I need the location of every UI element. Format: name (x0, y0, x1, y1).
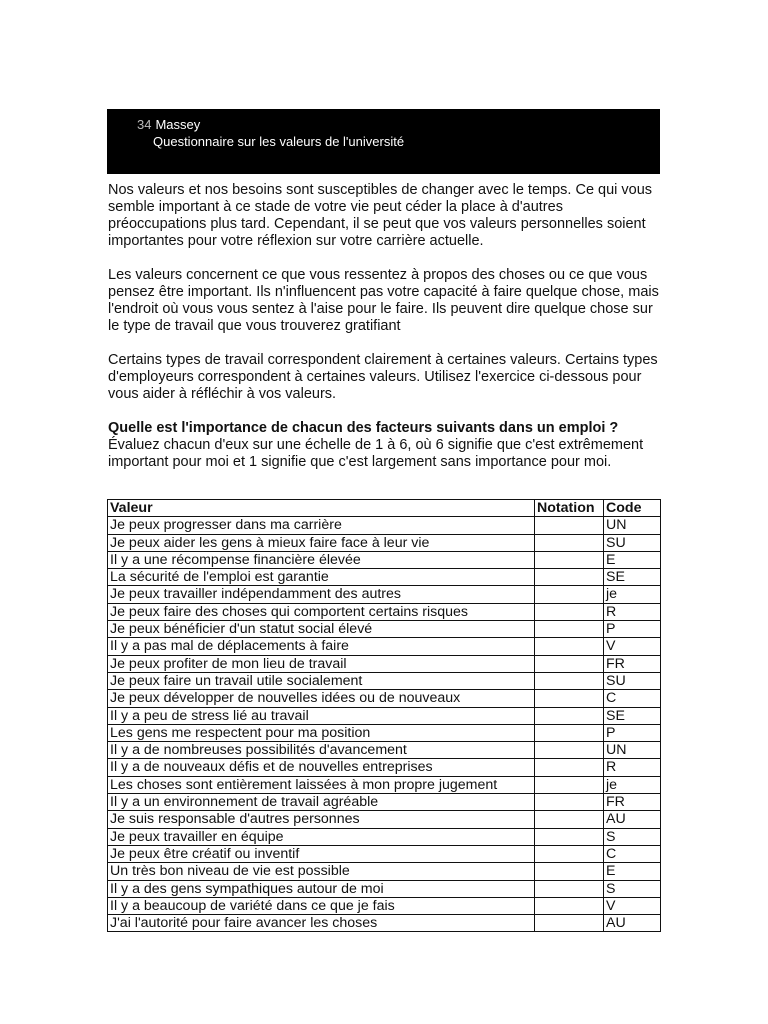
table-row (108, 724, 661, 741)
table-row (108, 897, 661, 914)
table-header-row (108, 500, 661, 517)
cell-notation[interactable] (535, 724, 604, 741)
page-header (107, 109, 660, 174)
cell-notation[interactable] (535, 603, 604, 620)
header-valeur: Valeur (108, 500, 535, 517)
cell-code: P (604, 621, 661, 638)
cell-notation[interactable] (535, 621, 604, 638)
table-row (108, 915, 661, 932)
table-row (108, 759, 661, 776)
cell-valeur: Il y a peu de stress lié au travail (108, 707, 535, 724)
cell-notation[interactable] (535, 707, 604, 724)
table-row (108, 672, 661, 689)
cell-code: FR (604, 655, 661, 672)
cell-code: S (604, 880, 661, 897)
table-row (108, 776, 661, 793)
cell-code: V (604, 638, 661, 655)
document-body (108, 182, 660, 488)
table-row (108, 742, 661, 759)
question-block (108, 420, 660, 471)
cell-valeur: Je peux aider les gens à mieux faire face à leur vie (108, 534, 535, 551)
cell-valeur: Les gens me respectent pour ma position (108, 724, 535, 741)
cell-valeur: Il y a de nombreuses possibilités d'avancement (108, 742, 535, 759)
cell-code: SE (604, 569, 661, 586)
cell-notation[interactable] (535, 880, 604, 897)
cell-notation[interactable] (535, 742, 604, 759)
cell-valeur: Je peux progresser dans ma carrière (108, 517, 535, 534)
cell-code: UN (604, 517, 661, 534)
cell-code: je (604, 776, 661, 793)
table-row (108, 690, 661, 707)
cell-notation[interactable] (535, 672, 604, 689)
cell-valeur: Je peux travailler en équipe (108, 828, 535, 845)
intro-paragraph-3: Certains types de travail correspondent clairement à certaines valeurs. Certains types d'employeurs correspondent à certaines valeurs. Utilisez l'exercice ci-dessous pour vous aider à réfléchir à vos valeurs. (108, 352, 658, 402)
table-row (108, 621, 661, 638)
values-table (107, 499, 661, 932)
page-number: 34 (137, 117, 152, 132)
cell-notation[interactable] (535, 534, 604, 551)
question-title: Quelle est l'importance de chacun des facteurs suivants dans un emploi ? (108, 420, 619, 436)
cell-notation[interactable] (535, 759, 604, 776)
table-row (108, 586, 661, 603)
cell-valeur: Je peux faire des choses qui comportent certains risques (108, 603, 535, 620)
header-title-line (137, 117, 200, 133)
cell-valeur: Je suis responsable d'autres personnes (108, 811, 535, 828)
cell-notation[interactable] (535, 586, 604, 603)
cell-code: S (604, 828, 661, 845)
cell-valeur: Il y a pas mal de déplacements à faire (108, 638, 535, 655)
cell-notation[interactable] (535, 551, 604, 568)
cell-notation[interactable] (535, 915, 604, 932)
cell-code: C (604, 690, 661, 707)
cell-notation[interactable] (535, 897, 604, 914)
cell-valeur: Je peux être créatif ou inventif (108, 845, 535, 862)
cell-valeur: Je peux bénéficier d'un statut social élevé (108, 621, 535, 638)
cell-code: FR (604, 794, 661, 811)
table-row (108, 863, 661, 880)
table-row (108, 880, 661, 897)
cell-notation[interactable] (535, 776, 604, 793)
table-row (108, 638, 661, 655)
cell-notation[interactable] (535, 638, 604, 655)
cell-valeur: Il y a un environnement de travail agréable (108, 794, 535, 811)
cell-notation[interactable] (535, 655, 604, 672)
cell-code: SE (604, 707, 661, 724)
cell-notation[interactable] (535, 845, 604, 862)
table-row (108, 569, 661, 586)
intro-paragraph-1: Nos valeurs et nos besoins sont susceptibles de changer avec le temps. Ce qui vous semble important à ce stade de votre vie peut céder la place à d'autres préoccupations plus tard. Cependant, il se peut que vos valeurs personnelles soient importantes pour votre réflexion sur votre carrière actuelle. (108, 182, 653, 249)
cell-valeur: Il y a des gens sympathiques autour de moi (108, 880, 535, 897)
cell-notation[interactable] (535, 569, 604, 586)
cell-code: je (604, 586, 661, 603)
cell-notation[interactable] (535, 690, 604, 707)
cell-code: SU (604, 534, 661, 551)
cell-code: V (604, 897, 661, 914)
cell-code: R (604, 603, 661, 620)
cell-notation[interactable] (535, 828, 604, 845)
table-row (108, 828, 661, 845)
cell-valeur: Il y a de nouveaux défis et de nouvelles entreprises (108, 759, 535, 776)
cell-code: E (604, 551, 661, 568)
cell-code: E (604, 863, 661, 880)
header-code: Code (604, 500, 661, 517)
cell-notation[interactable] (535, 863, 604, 880)
table-row (108, 794, 661, 811)
cell-valeur: Je peux travailler indépendamment des autres (108, 586, 535, 603)
cell-code: SU (604, 672, 661, 689)
cell-code: C (604, 845, 661, 862)
cell-valeur: Il y a une récompense financière élevée (108, 551, 535, 568)
table-row (108, 655, 661, 672)
cell-code: UN (604, 742, 661, 759)
table-row (108, 551, 661, 568)
cell-code: P (604, 724, 661, 741)
table-row (108, 603, 661, 620)
table-row (108, 534, 661, 551)
cell-valeur: Je peux profiter de mon lieu de travail (108, 655, 535, 672)
cell-notation[interactable] (535, 794, 604, 811)
cell-valeur: Il y a beaucoup de variété dans ce que je fais (108, 897, 535, 914)
table-row (108, 845, 661, 862)
cell-valeur: J'ai l'autorité pour faire avancer les choses (108, 915, 535, 932)
cell-code: R (604, 759, 661, 776)
cell-valeur: Je peux développer de nouvelles idées ou de nouveaux (108, 690, 535, 707)
values-table-container (107, 499, 661, 933)
table-row (108, 517, 661, 534)
cell-code: AU (604, 811, 661, 828)
cell-valeur: Un très bon niveau de vie est possible (108, 863, 535, 880)
table-body (108, 517, 661, 932)
table-row (108, 707, 661, 724)
header-subtitle: Questionnaire sur les valeurs de l'université (153, 134, 405, 149)
header-notation: Notation (535, 500, 604, 517)
cell-valeur: La sécurité de l'emploi est garantie (108, 569, 535, 586)
cell-valeur: Je peux faire un travail utile socialement (108, 672, 535, 689)
cell-notation[interactable] (535, 517, 604, 534)
table-row (108, 811, 661, 828)
cell-notation[interactable] (535, 811, 604, 828)
cell-code: AU (604, 915, 661, 932)
intro-paragraph-2: Les valeurs concernent ce que vous ressentez à propos des choses ou ce que vous pensez être important. Ils n'influencent pas votre capacité à faire quelque chose, mais l'endroit où vous vous sentez à l'aise pour le faire. Ils peuvent dire quelque chose sur le type de travail que vous trouverez gratifiant (108, 267, 659, 334)
header-author: Massey (155, 117, 201, 132)
cell-valeur: Les choses sont entièrement laissées à mon propre jugement (108, 776, 535, 793)
question-instructions: Évaluez chacun d'eux sur une échelle de 1 à 6, où 6 signifie que c'est extrêmement important pour moi et 1 signifie que c'est largement sans importance pour moi. (108, 437, 644, 470)
